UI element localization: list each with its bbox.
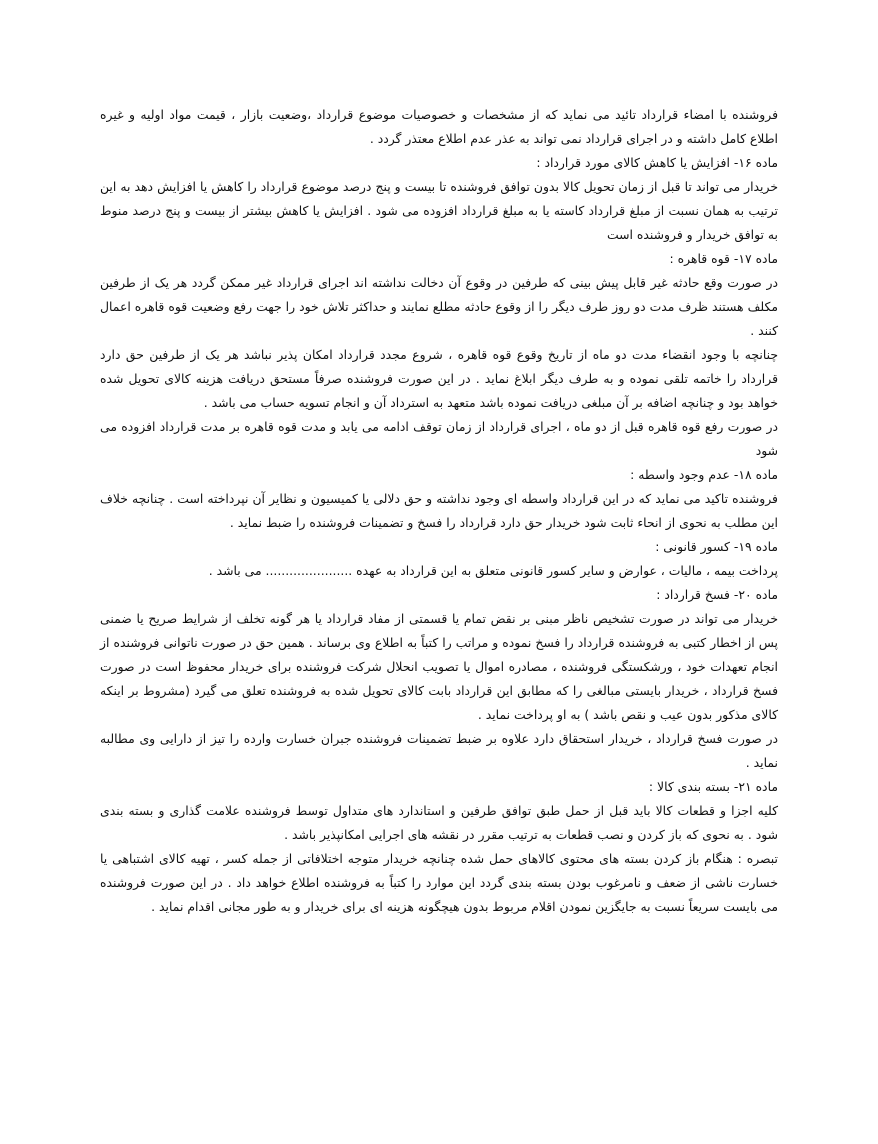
heading-article-18: ماده ۱۸- عدم وجود واسطه : [630, 467, 778, 482]
paragraph-article-19: پرداخت بیمه ، مالیات ، عوارض و سایر کسور قانونی متعلق به این قرارداد به عهده ...................... می باشد . [208, 563, 778, 578]
paragraph-seller-acknowledgement: فروشنده با امضاء قرارداد تائید می نماید که از مشخصات و خصوصیات موضوع قرارداد ،وضعیت بازار ، قیمت مواد اولیه و غیره اطلاع کامل داشته و در اجرای قرارداد نمی تواند به عذر عدم اطلاع معتذر گردد . [100, 107, 778, 146]
heading-article-16: ماده ۱۶- افزایش یا کاهش کالای مورد قرارداد : [536, 155, 778, 170]
heading-article-20: ماده ۲۰- فسخ قرارداد : [656, 587, 778, 602]
heading-article-21: ماده ۲۱- بسته بندی کالا : [648, 779, 778, 794]
paragraph-article-17-resumption: در صورت رفع قوه قاهره قبل از دو ماه ، اجرای قرارداد از زمان توقف ادامه می یابد و مدت قوه قاهره بر مدت قرارداد افزوده می شود [100, 419, 778, 458]
paragraph-article-21: کلیه اجزا و قطعات کالا باید قبل از حمل طبق توافق طرفین و استاندارد های متداول توسط فروشنده علامت گذاری و بسته بندی شود . به نحوی که باز کردن و نصب قطعات به ترتیب مقرر در نقشه های اجرایی امکانپذیر باشد . [100, 803, 778, 842]
paragraph-article-16: خریدار می تواند تا قبل از زمان تحویل کالا بدون توافق فروشنده تا بیست و پنج درصد موضوع قرارداد را کاهش یا افزایش دهد به این ترتیب به همان نسبت از مبلغ قرارداد کاسته یا به مبلغ قرارداد افزوده می شود . افزایش یا کاهش بیشتر از بیست و پنج درصد منوط به توافق خریدار و فروشنده است [100, 179, 778, 242]
heading-article-19: ماده ۱۹- کسور قانونی : [655, 539, 778, 554]
paragraph-article-17-notice: در صورت وقع حادثه غیر قابل پیش بینی که طرفین در وقوع آن دخالت نداشته اند اجرای قرارداد غیر ممکن گردد هر یک از طرفین مکلف هستند ظرف مدت دو روز طرف دیگر را از وقوع حادثه مطلع نمایند و حداکثر تلاش خود را جهت رفع وضعیت قوه قاهره اعمال کنند . [100, 275, 778, 338]
contract-page [100, 103, 778, 919]
paragraph-article-17-termination: چنانچه با وجود انقضاء مدت دو ماه از تاریخ وقوع قوه قاهره ، شروع مجدد قرارداد امکان پذیر نباشد هر یک از طرفین حق دارد قرارداد را خاتمه تلقی نموده و به طرف دیگر ابلاغ نماید . در این صورت فروشنده صرفاً مستحق دریافت هزینه کالای تحویل شده خواهد بود و چنانچه اضافه بر آن مبلغی دریافت نموده باشد متعهد به استرداد آن و انجام تسویه حساب می باشد . [100, 347, 778, 410]
paragraph-article-20-damages: در صورت فسخ قرارداد ، خریدار استحقاق دارد علاوه بر ضبط تضمینات فروشنده جبران خسارت وارده را تیز از دارایی وی مطالبه نماید . [100, 731, 778, 770]
paragraph-article-20-rescission: خریدار می تواند در صورت تشخیص ناظر مبنی بر نقض تمام یا قسمتی از مفاد قرارداد یا هر گونه تخلف از شرایط صریح یا ضمنی پس از اخطار کتبی به فروشنده قرارداد را فسخ نموده و مراتب را کتباً به اطلاع وی برساند . همین حق در صورت ناتوانی فروشنده از انجام تعهدات خود ، ورشکستگی فروشنده ، مصادره اموال یا تصویب انحلال شرکت فروشنده برای خریدار محفوظ است در صورت فسخ قرارداد ، خریدار بایستی مبالغی را که مطابق این قرارداد بابت کالای تحویل شده به فروشنده تعلق می گیرد (مشروط بر اینکه کالای مذکور بدون عیب و نقص باشد ) به او پرداخت نماید . [100, 611, 778, 722]
paragraph-article-21-note: تبصره : هنگام باز کردن بسته های محتوی کالاهای حمل شده چنانچه خریدار متوجه اختلافاتی از جمله کسر ، تهیه کالای اشتباهی یا خسارت ناشی از ضعف و نامرغوب بودن بسته بندی گردد این موارد را کتباً به فروشنده اطلاع خواهد داد . در این صورت فروشنده می بایست سریعاً نسبت به جایگزین نمودن اقلام مربوط بدون هیچگونه هزینه ای برای خریدار و به طور مجانی اقدام نماید . [100, 851, 778, 914]
heading-article-17: ماده ۱۷- قوه قاهره : [669, 251, 778, 266]
paragraph-article-18: فروشنده تاکید می نماید که در این قرارداد واسطه ای وجود نداشته و حق دلالی یا کمیسیون و نظایر آن نپرداخته است . چنانچه خلاف این مطلب به نحوی از انحاء ثابت شود خریدار حق دارد قرارداد را فسخ و تضمینات فروشنده را ضبط نماید . [100, 491, 778, 530]
